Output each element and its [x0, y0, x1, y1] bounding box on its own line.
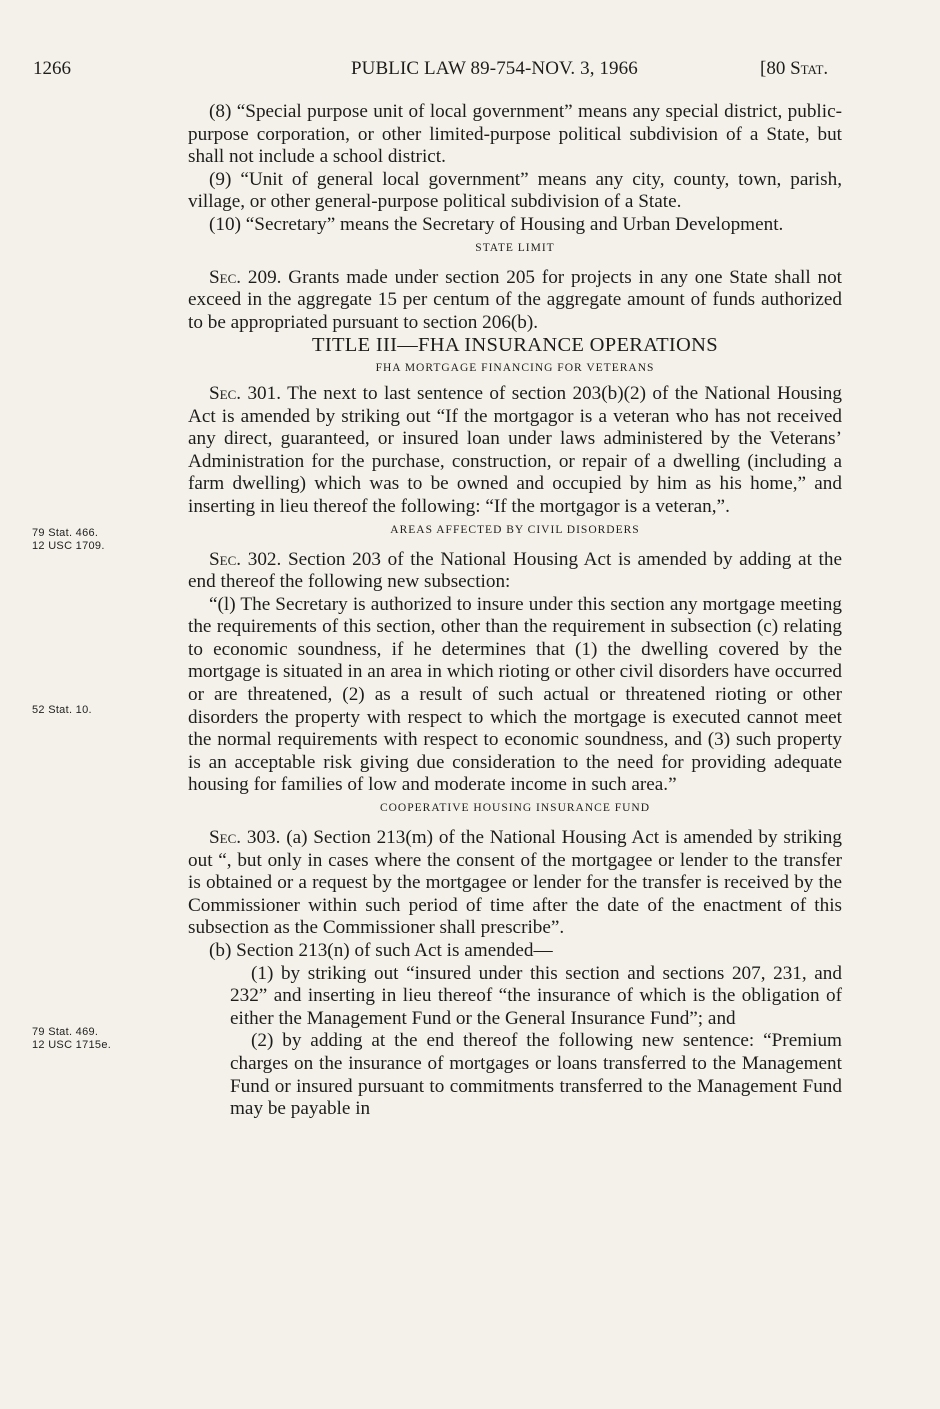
section-label: Sec.	[209, 827, 242, 849]
section-302-subsection: “(l) The Secretary is authorized to insure under this section any mortgage meeting the requirements of this section, other than the requirement in subsection (c) relating to economic soundness, if he determines that (1) the dwelling covered by the mortgage is situated in an area in which rioting or other civil disorders have occurred or are threatened, (2) as a result of such actual or threatened rioting or other disorders the property with respect to which the mortgage is executed cannot meet the normal requirements with respect to economic soundness, and (3) such property is an acceptable risk giving due consideration to the need for providing adequate housing for families of low and moderate income in such area.”	[188, 593, 842, 796]
section-text: 302. Section 203 of the National Housing Act is amended by adding at the end thereof the following new subsection:	[188, 548, 842, 593]
section-209	[188, 267, 842, 335]
section-caption-fha: FHA MORTGAGE FINANCING FOR VETERANS	[375, 361, 655, 374]
section-caption-state-limit: STATE LIMIT	[475, 241, 555, 254]
page-number: 1266	[33, 58, 71, 79]
section-caption-areas: AREAS AFFECTED BY CIVIL DISORDERS	[390, 523, 640, 536]
section-caption-coop: COOPERATIVE HOUSING INSURANCE FUND	[379, 802, 651, 815]
section-label: Sec.	[209, 266, 242, 288]
margin-note-line: 12 USC 1715e.	[32, 1039, 112, 1051]
definition-10: (10) “Secretary” means the Secretary of Housing and Urban Development.	[209, 213, 784, 235]
statute-volume-word: Stat.	[790, 58, 829, 79]
section-label: Sec.	[209, 548, 242, 570]
definition-9: (9) “Unit of general local government” means any city, county, town, parish, village, or other general-purpose political subdivision of a State.	[188, 168, 842, 213]
section-301	[188, 383, 842, 519]
section-303-b-1: (1) by striking out “insured under this section and sections 207, 231, and 232” and inserting in lieu thereof “the insurance of which is the obligation of either the Management Fund or the General Insurance Fund”; and	[230, 962, 842, 1029]
body-text	[188, 101, 842, 1121]
margin-note-line: 12 USC 1709.	[32, 540, 105, 552]
margin-note-line: 52 Stat. 10.	[32, 704, 92, 716]
running-header	[0, 58, 940, 88]
section-text: 301. The next to last sentence of section 203(b)(2) of the National Housing Act is amended by striking out “If the mortgagor is a veteran who has not received any direct, guaranteed, or insured loan under laws administered by the Veterans’ Administration for the purchase, construction, or repair of a dwelling (including a farm dwelling) which was to be owned and occupied by him as his home,” and inserting in lieu thereof the following: “If the mortgagor is a veteran,”.	[188, 382, 842, 517]
statute-volume	[760, 58, 828, 80]
section-302	[188, 549, 842, 594]
definition-8: (8) “Special purpose unit of local government” means any special district, public-purpose corporation, or other limited-purpose political subdivision of a State, but shall not include a school district.	[188, 101, 842, 168]
margin-note-line: 79 Stat. 466.	[32, 527, 99, 539]
running-title: PUBLIC LAW 89-754-NOV. 3, 1966	[351, 58, 638, 79]
margin-note-sec303	[32, 1026, 172, 1052]
margin-note-sec301	[32, 527, 172, 553]
section-303	[188, 827, 842, 940]
statute-volume-prefix: [80	[760, 58, 791, 79]
section-303-b-2: (2) by adding at the end thereof the following new sentence: “Premium charges on the insurance of mortgages or loans transferred to the Management Fund or insured pursuant to commitments transferred to the Management Fund may be payable in	[230, 1030, 842, 1120]
section-label: Sec.	[209, 382, 242, 404]
title-heading: TITLE III—FHA INSURANCE OPERATIONS	[312, 334, 718, 357]
section-303-b: (b) Section 213(n) of such Act is amended—	[209, 940, 553, 961]
margin-note-line: 79 Stat. 469.	[32, 1026, 99, 1038]
margin-note-sec302	[32, 704, 172, 717]
section-text: 303. (a) Section 213(m) of the National Housing Act is amended by striking out “, but only in cases where the consent of the mortgagee or lender to the transfer is obtained or a request by the mortgagee or lender for the transfer is received by the Commissioner within such period of time after the date of the enactment of this subsection as the Commissioner shall prescribe”.	[188, 827, 842, 939]
section-text: 209. Grants made under section 205 for projects in any one State shall not exceed in the aggregate 15 per centum of the aggregate amount of funds authorized to be appropriated pursuant to section 206(b).	[188, 266, 842, 333]
